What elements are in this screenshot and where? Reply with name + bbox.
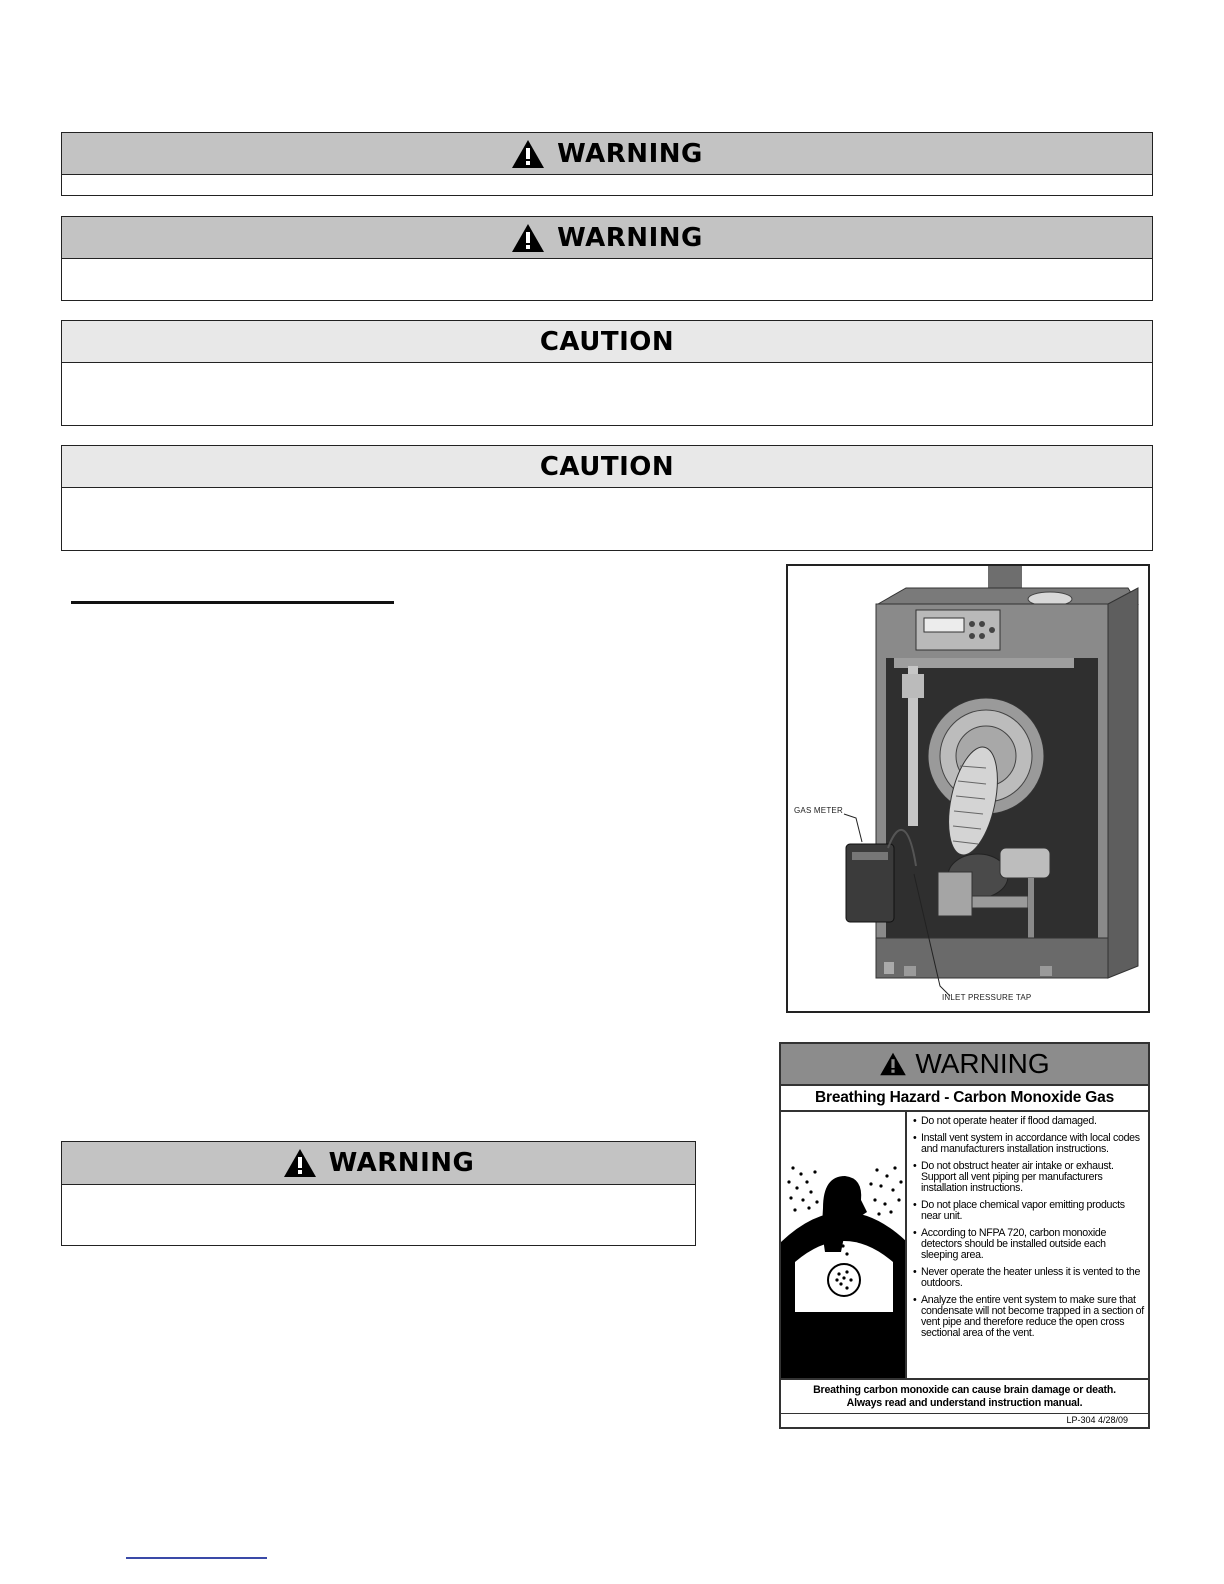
inlet-pressure-tap-callout: INLET PRESSURE TAP — [942, 993, 1032, 1002]
list-item: • Do not operate heater if flood damaged. — [913, 1116, 1144, 1127]
label-header — [781, 1044, 1148, 1086]
caution-box-1 — [61, 320, 1153, 426]
section-heading-underline — [71, 601, 394, 604]
caution-box-2 — [61, 445, 1153, 551]
breathing-hazard-icon — [781, 1112, 907, 1378]
warning-triangle-icon — [879, 1052, 907, 1076]
label-content — [781, 1112, 1148, 1380]
boiler-gas-meter-figure — [786, 564, 1150, 1013]
list-item: • Do not obstruct heater air intake or exhaust. Support all vent piping per manufacturers installation instructions. — [913, 1161, 1144, 1194]
label-footer-line-1: Breathing carbon monoxide can cause brain damage or death. — [813, 1384, 1116, 1396]
label-subtitle: Breathing Hazard - Carbon Monoxide Gas — [781, 1086, 1148, 1112]
warning-header — [62, 133, 1152, 175]
list-item: • Do not place chemical vapor emitting products near unit. — [913, 1200, 1144, 1222]
carbon-monoxide-warning-label — [779, 1042, 1150, 1429]
caution-body — [62, 363, 1152, 425]
warning-title: WARNING — [557, 222, 703, 253]
warning-triangle-icon — [511, 139, 545, 169]
warning-title: WARNING — [557, 138, 703, 169]
caution-title: CAUTION — [539, 451, 675, 482]
warning-box-3 — [61, 1141, 696, 1246]
warning-body — [62, 175, 1152, 195]
warning-triangle-icon — [283, 1148, 317, 1178]
list-item: • Never operate the heater unless it is vented to the outdoors. — [913, 1267, 1144, 1289]
caution-header — [62, 446, 1152, 488]
caution-title: CAUTION — [539, 326, 675, 357]
warning-header — [62, 1142, 695, 1185]
list-item: • According to NFPA 720, carbon monoxide detectors should be installed outside each sleeping area. — [913, 1228, 1144, 1261]
warning-box-1 — [61, 132, 1153, 196]
boiler-illustration — [788, 566, 1150, 1013]
caution-header — [62, 321, 1152, 363]
warning-box-2 — [61, 216, 1153, 301]
warning-title: WARNING — [328, 1148, 475, 1178]
warning-header — [62, 217, 1152, 259]
label-title: WARNING — [915, 1048, 1050, 1079]
gas-meter-callout: GAS METER — [794, 806, 843, 815]
breathing-hazard-pictogram — [781, 1112, 907, 1378]
list-item: • Analyze the entire vent system to make sure that condensate will not become trapped in a section of vent pipe and therefore reduce the open cross sectional area of the vent. — [913, 1295, 1144, 1339]
footer-link-underline[interactable] — [126, 1557, 267, 1559]
label-footer — [781, 1380, 1148, 1414]
label-footer-line-2: Always read and understand instruction manual. — [846, 1396, 1083, 1409]
caution-body — [62, 488, 1152, 550]
label-code: LP-304 4/28/09 — [1066, 1415, 1128, 1425]
list-item: • Install vent system in accordance with local codes and manufacturers installation instructions. — [913, 1133, 1144, 1155]
warning-triangle-icon — [511, 223, 545, 253]
warning-body — [62, 259, 1152, 300]
label-precautions-list — [907, 1112, 1148, 1378]
warning-body — [62, 1185, 695, 1245]
